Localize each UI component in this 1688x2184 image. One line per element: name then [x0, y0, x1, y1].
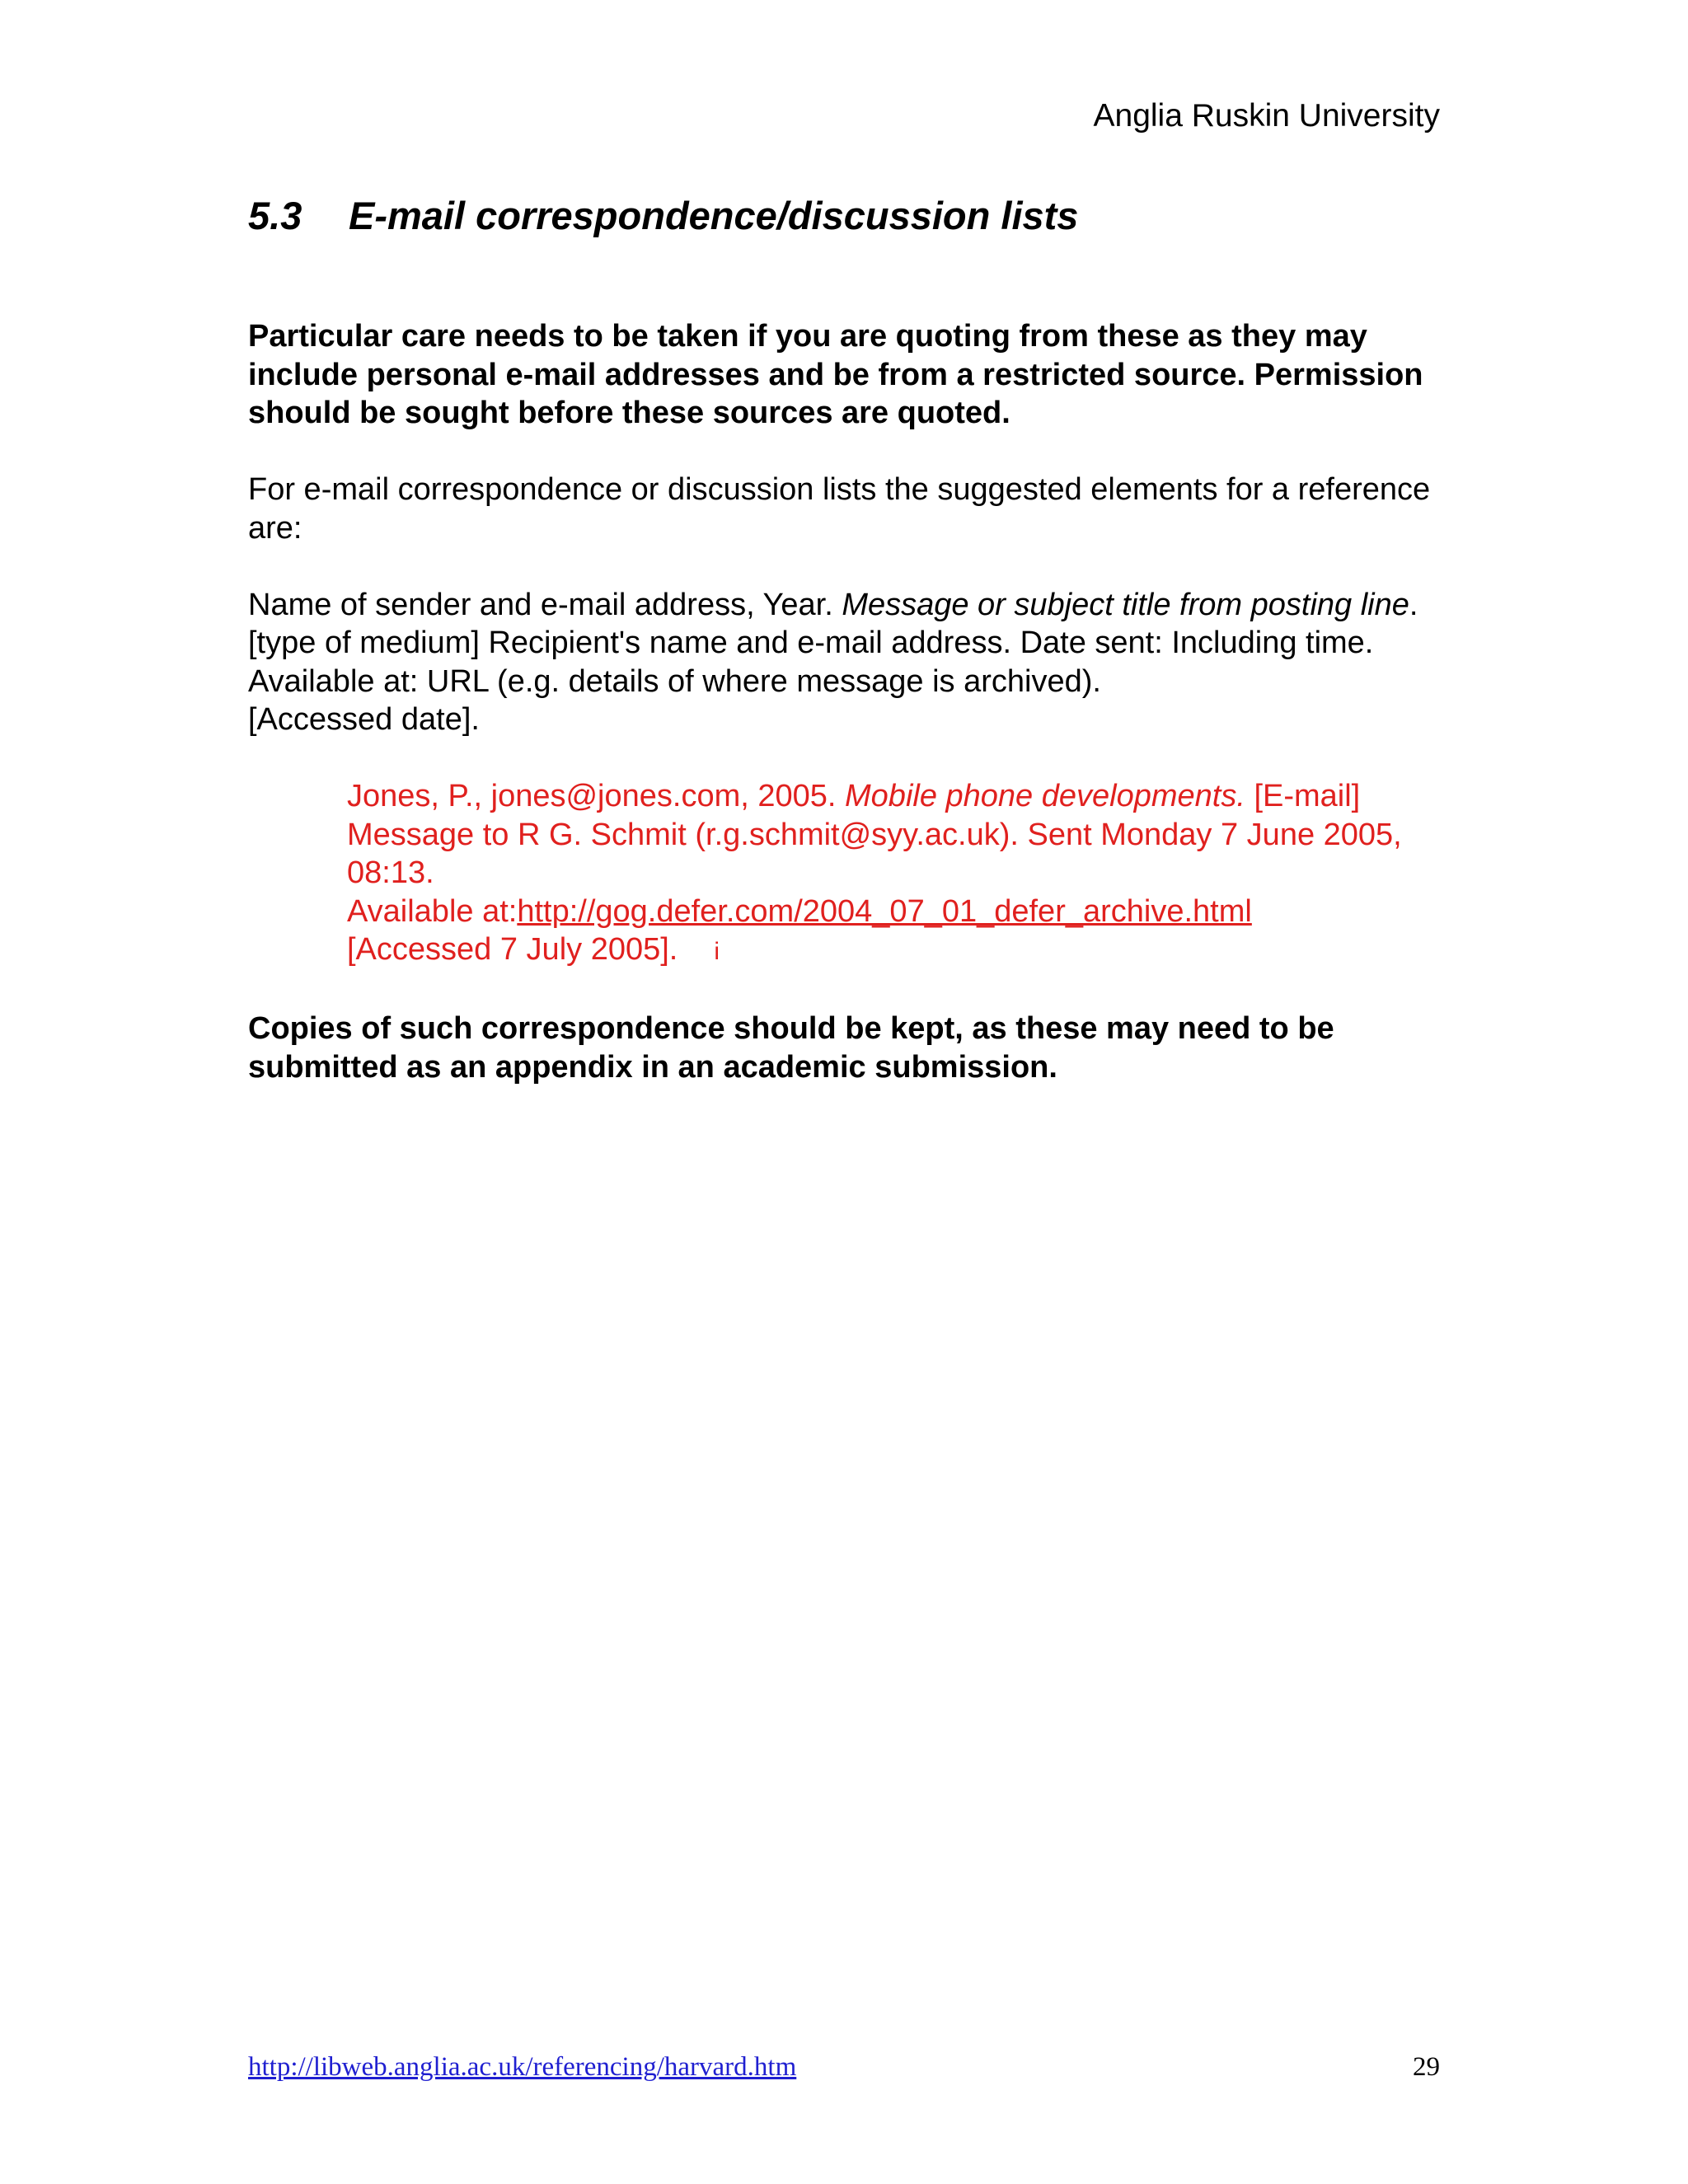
section-title: E-mail correspondence/discussion lists: [349, 194, 1079, 237]
format-line-3: [Accessed date].: [248, 702, 480, 737]
example-accessed-line: [347, 930, 1443, 972]
example-part-2: Mobile phone developments.: [845, 779, 1245, 813]
reference-example: [347, 777, 1443, 972]
warning-paragraph: Particular care needs to be taken if you are quoting from these as they may include personal e-mail addresses and be from a restricted source. Permission should be sought before these sources are quoted.: [248, 319, 1423, 430]
section-heading: [248, 193, 1443, 239]
example-line-1: [347, 777, 1443, 893]
example-accessed: [Accessed 7 July 2005].: [347, 932, 678, 967]
format-part-3: . [type of medium] Recipient's name and e-mail address. Date sent: Including time.: [248, 587, 1418, 660]
text-cursor-marker: i: [714, 938, 720, 965]
page-number: 29: [1413, 2052, 1440, 2082]
example-part-1: Jones, P., jones@jones.com, 2005.: [347, 779, 846, 813]
closing-paragraph: Copies of such correspondence should be kept, as these may need to be submitted as an appendix in an academic submission.: [248, 1011, 1334, 1085]
page-header-institution: Anglia Ruskin University: [1093, 98, 1440, 134]
example-archive-link[interactable]: http://gog.defer.com/2004_07_01_defer_archive.html: [517, 893, 1252, 929]
footer-url-link[interactable]: http://libweb.anglia.ac.uk/referencing/harvard.htm: [248, 2052, 797, 2082]
example-part-3: [E-mail] Message to R G. Schmit (r.g.schmit@syy.ac.uk). Sent Monday 7 June 2005, 08:13.: [347, 779, 1402, 890]
intro-paragraph: For e-mail correspondence or discussion lists the suggested elements for a reference are:: [248, 472, 1431, 546]
format-part-2: Message or subject title from posting line: [842, 587, 1409, 622]
page-content: [248, 193, 1443, 1086]
section-number: 5.3: [248, 194, 302, 237]
example-available-prefix: Available at:: [347, 893, 518, 929]
format-line-2: Available at: URL (e.g. details of where message is archived).: [248, 663, 1101, 699]
format-line-1: [248, 586, 1443, 663]
format-part-1: Name of sender and e-mail address, Year.: [248, 587, 842, 622]
example-available-line: [347, 893, 1443, 931]
reference-format: [248, 586, 1443, 739]
